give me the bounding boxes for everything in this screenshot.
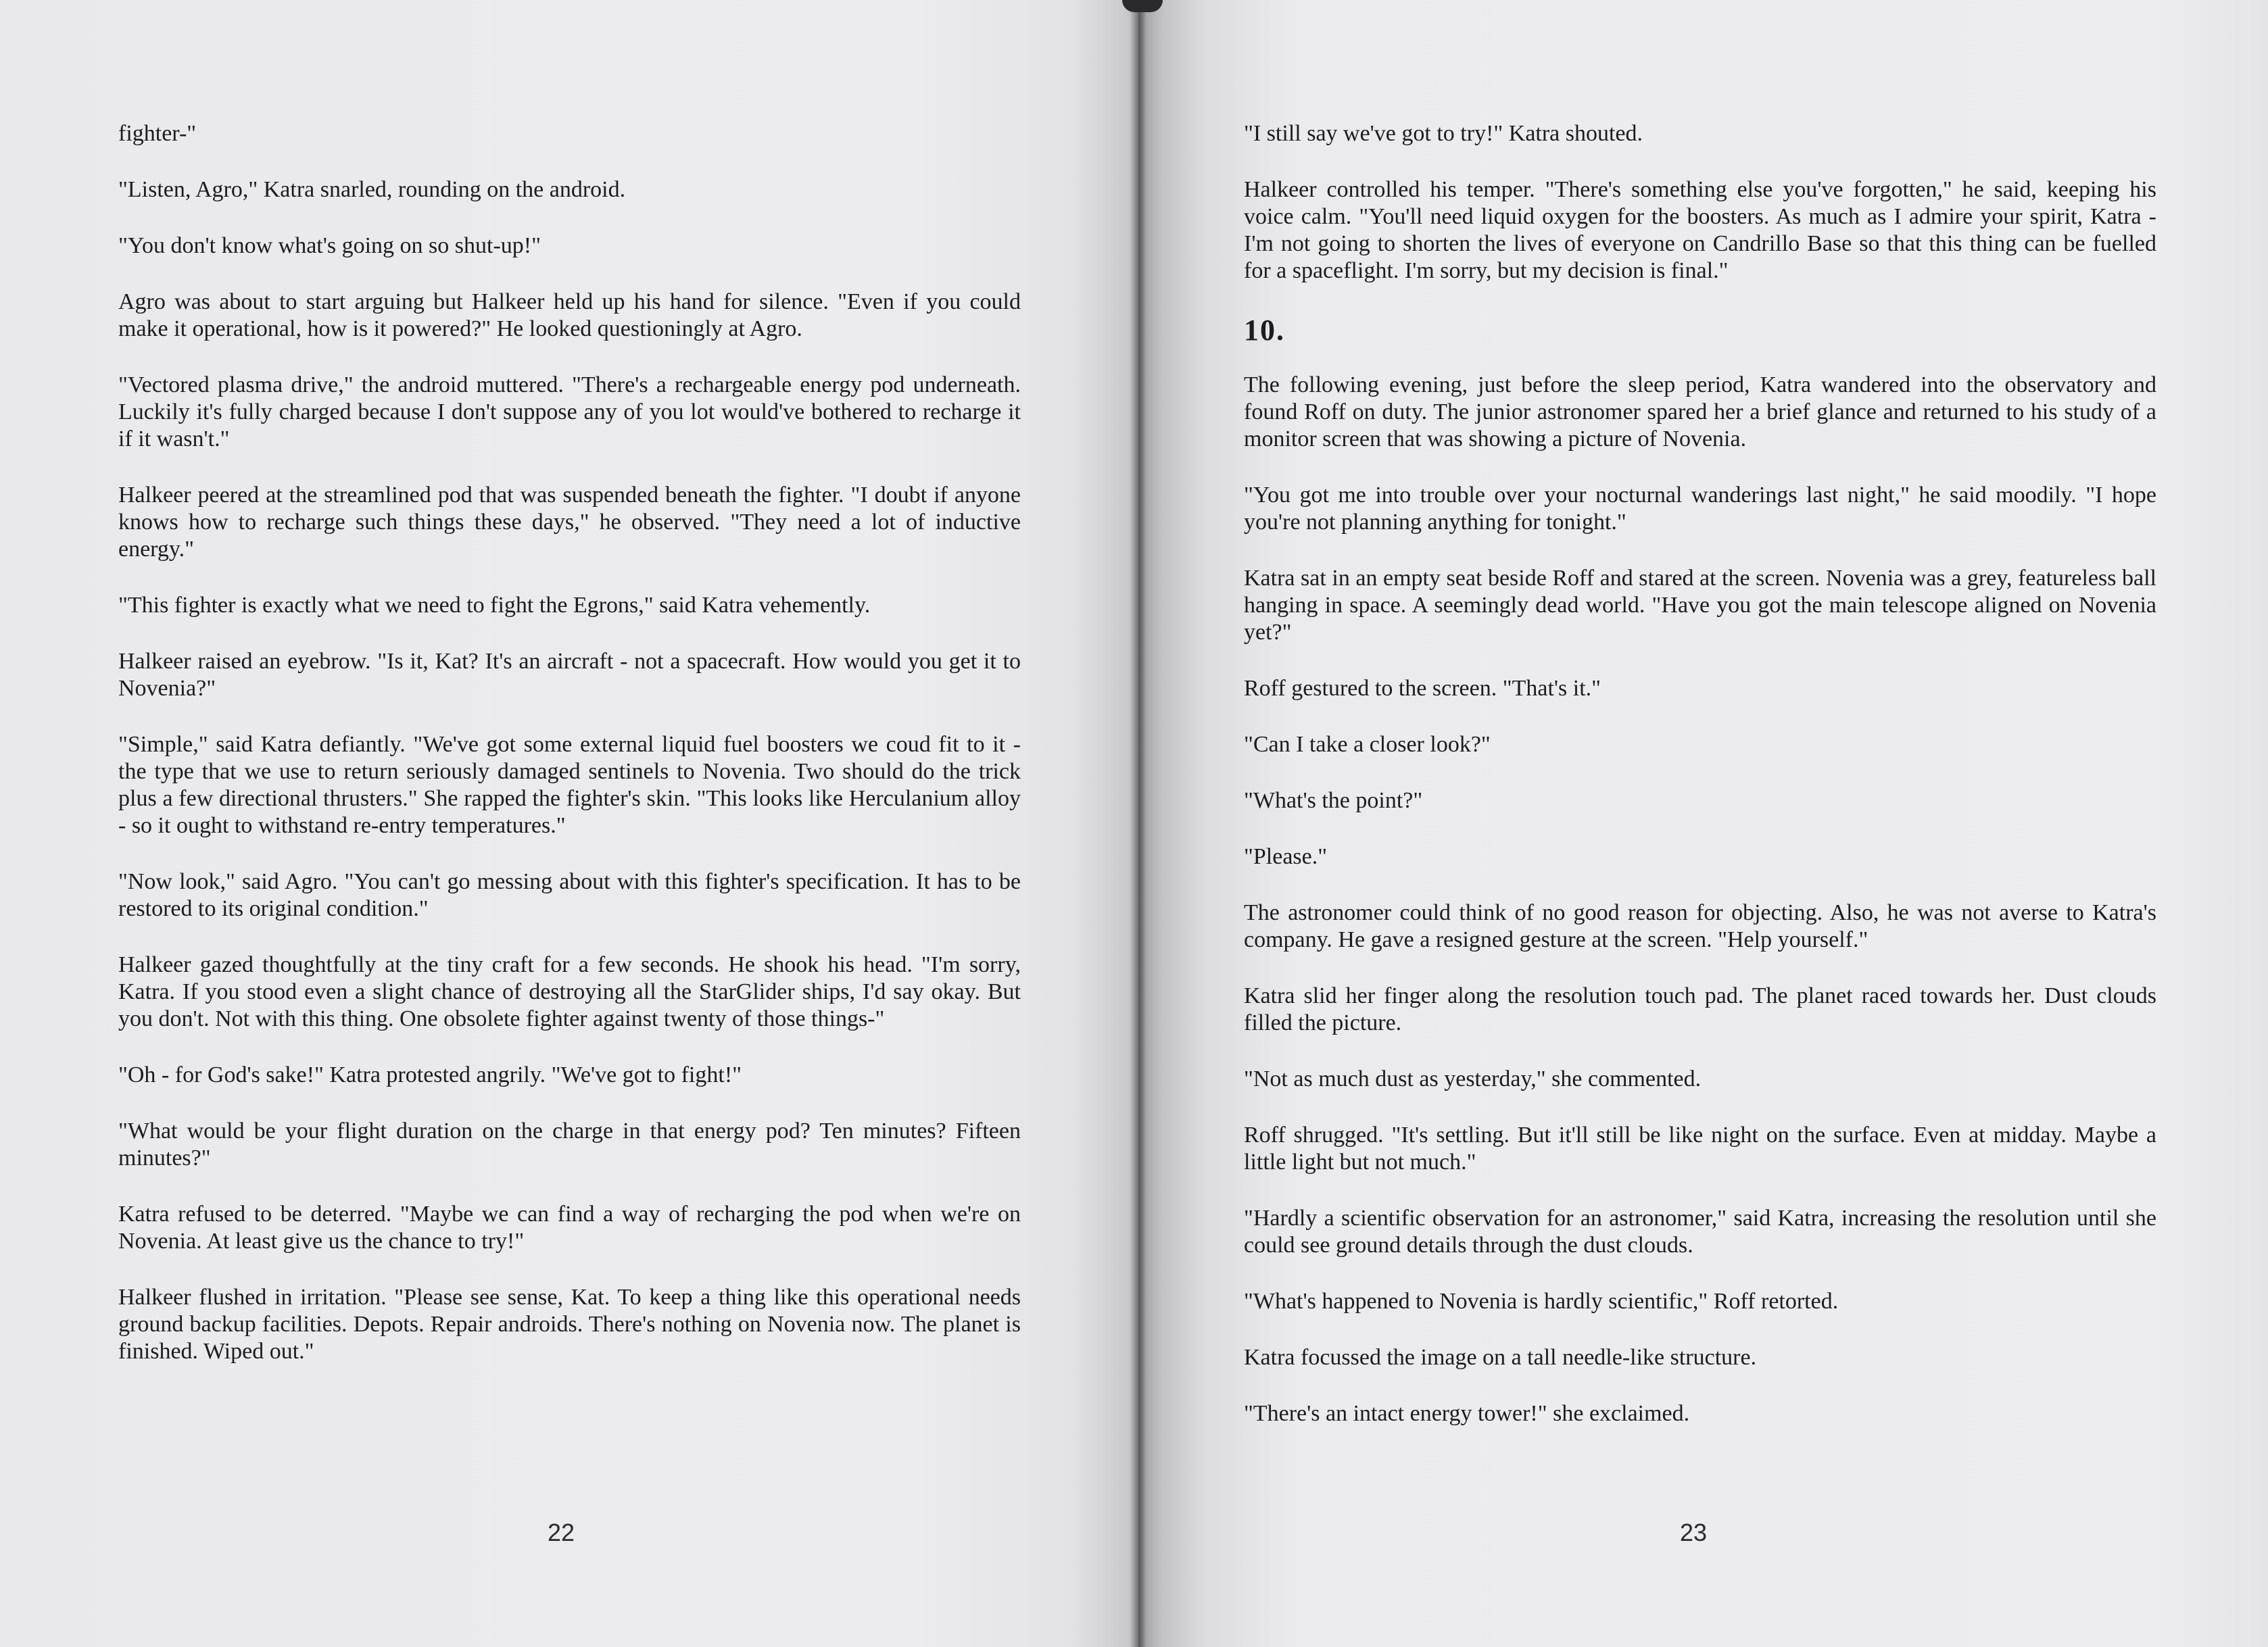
paragraph: "This fighter is exactly what we need to fight the Egrons," said Katra vehemently. bbox=[118, 593, 871, 618]
book-gutter bbox=[1130, 0, 1147, 1647]
paragraph: "Listen, Agro," Katra snarled, rounding on the android. bbox=[118, 177, 626, 202]
paragraph: "You don't know what's going on so shut-up!" bbox=[118, 233, 541, 258]
right-page-text bbox=[1244, 120, 2156, 1456]
spine-edge bbox=[1122, 0, 1163, 12]
paragraph: "What would be your flight duration on the charge in that energy pod? Ten minutes? Fifteen minutes?" bbox=[118, 1119, 1021, 1171]
paragraph: "Oh - for God's sake!" Katra protested angrily. "We've got to fight!" bbox=[118, 1062, 742, 1087]
paragraph: "Vectored plasma drive," the android muttered. "There's a rechargeable energy pod underneath. Luckily it's fully charged because I don't suppose any of you lot would've bothered to recharge it if it wasn't." bbox=[118, 372, 1021, 451]
paragraph: Katra sat in an empty seat beside Roff and stared at the screen. Novenia was a grey, featureless ball hanging in space. A seemingly dead world. "Have you got the main telescope aligned on Novenia yet?" bbox=[1244, 566, 2156, 645]
paragraph: fighter-" bbox=[118, 121, 197, 146]
page-number-right: 23 bbox=[1680, 1519, 1708, 1546]
paragraph: Katra focussed the image on a tall needle-like structure. bbox=[1244, 1345, 1757, 1370]
left-page-text bbox=[118, 120, 1021, 1394]
chapter-heading: 10. bbox=[1244, 314, 1285, 347]
paragraph: Halkeer controlled his temper. "There's something else you've forgotten," he said, keeping his voice calm. "You'll need liquid oxygen for the boosters. As much as I admire your spirit, Katra - I'm not going to shorten the lives of everyone on Candrillo Base so that this thing can be fuelled for a spaceflight. I'm sorry, but my decision is final." bbox=[1244, 177, 2156, 283]
paragraph: "Now look," said Agro. "You can't go messing about with this fighter's specification. It has to be restored to its original condition." bbox=[118, 869, 1021, 921]
paragraph: The astronomer could think of no good reason for objecting. Also, he was not averse to Katra's company. He gave a resigned gesture at the screen. "Help yourself." bbox=[1244, 900, 2156, 952]
paragraph: "There's an intact energy tower!" she exclaimed. bbox=[1244, 1401, 1690, 1426]
paragraph: "Simple," said Katra defiantly. "We've got some external liquid fuel boosters we coud fit to it - the type that we use to return seriously damaged sentinels to Novenia. Two should do the trick plus a few directional thrusters." She rapped the fighter's skin. "This looks like Herculanium alloy - so it ought to withstand re-entry temperatures." bbox=[118, 732, 1021, 838]
paragraph: "I still say we've got to try!" Katra shouted. bbox=[1244, 121, 1643, 146]
paragraph: "You got me into trouble over your nocturnal wanderings last night," he said moodily. "I hope you're not planning anything for tonight." bbox=[1244, 483, 2156, 535]
paragraph: "Can I take a closer look?" bbox=[1244, 732, 1491, 757]
paragraph: Katra slid her finger along the resolution touch pad. The planet raced towards her. Dust clouds filled the picture. bbox=[1244, 983, 2156, 1035]
paragraph: Halkeer flushed in irritation. "Please see sense, Kat. To keep a thing like this operational needs ground backup facilities. Depots. Repair androids. There's nothing on Novenia now. The planet is finished. Wiped out." bbox=[118, 1285, 1021, 1364]
paragraph: Agro was about to start arguing but Halkeer held up his hand for silence. "Even if you could make it operational, how is it powered?" He looked questioningly at Agro. bbox=[118, 289, 1021, 341]
paragraph: The following evening, just before the sleep period, Katra wandered into the observatory and found Roff on duty. The junior astronomer spared her a brief glance and returned to his study of a monitor screen that was showing a picture of Novenia. bbox=[1244, 372, 2156, 451]
right-page bbox=[1139, 0, 2268, 1647]
paragraph: Halkeer gazed thoughtfully at the tiny craft for a few seconds. He shook his head. "I'm sorry, Katra. If you stood even a slight chance of destroying all the StarGlider ships, I'd say okay. But you don't. Not with this thing. One obsolete fighter against twenty of those things-" bbox=[118, 952, 1021, 1031]
paragraph: Roff shrugged. "It's settling. But it'll still be like night on the surface. Even at midday. Maybe a little light but not much." bbox=[1244, 1123, 2156, 1175]
paragraph: Roff gestured to the screen. "That's it." bbox=[1244, 676, 1601, 701]
page-number-left: 22 bbox=[548, 1519, 575, 1546]
paragraph: Halkeer raised an eyebrow. "Is it, Kat? It's an aircraft - not a spacecraft. How would you get it to Novenia?" bbox=[118, 649, 1021, 701]
paragraph: Halkeer peered at the streamlined pod that was suspended beneath the fighter. "I doubt if anyone knows how to recharge such things these days," he observed. "They need a lot of inductive energy." bbox=[118, 483, 1021, 562]
paragraph: "What's happened to Novenia is hardly scientific," Roff retorted. bbox=[1244, 1289, 1839, 1314]
paragraph: Katra refused to be deterred. "Maybe we can find a way of recharging the pod when we're on Novenia. At least give us the chance to try!" bbox=[118, 1202, 1021, 1254]
paragraph: "Hardly a scientific observation for an astronomer," said Katra, increasing the resolution until she could see ground details through the dust clouds. bbox=[1244, 1206, 2156, 1258]
paragraph: "Not as much dust as yesterday," she commented. bbox=[1244, 1066, 1702, 1091]
paragraph: "What's the point?" bbox=[1244, 788, 1423, 813]
paragraph: "Please." bbox=[1244, 844, 1328, 869]
